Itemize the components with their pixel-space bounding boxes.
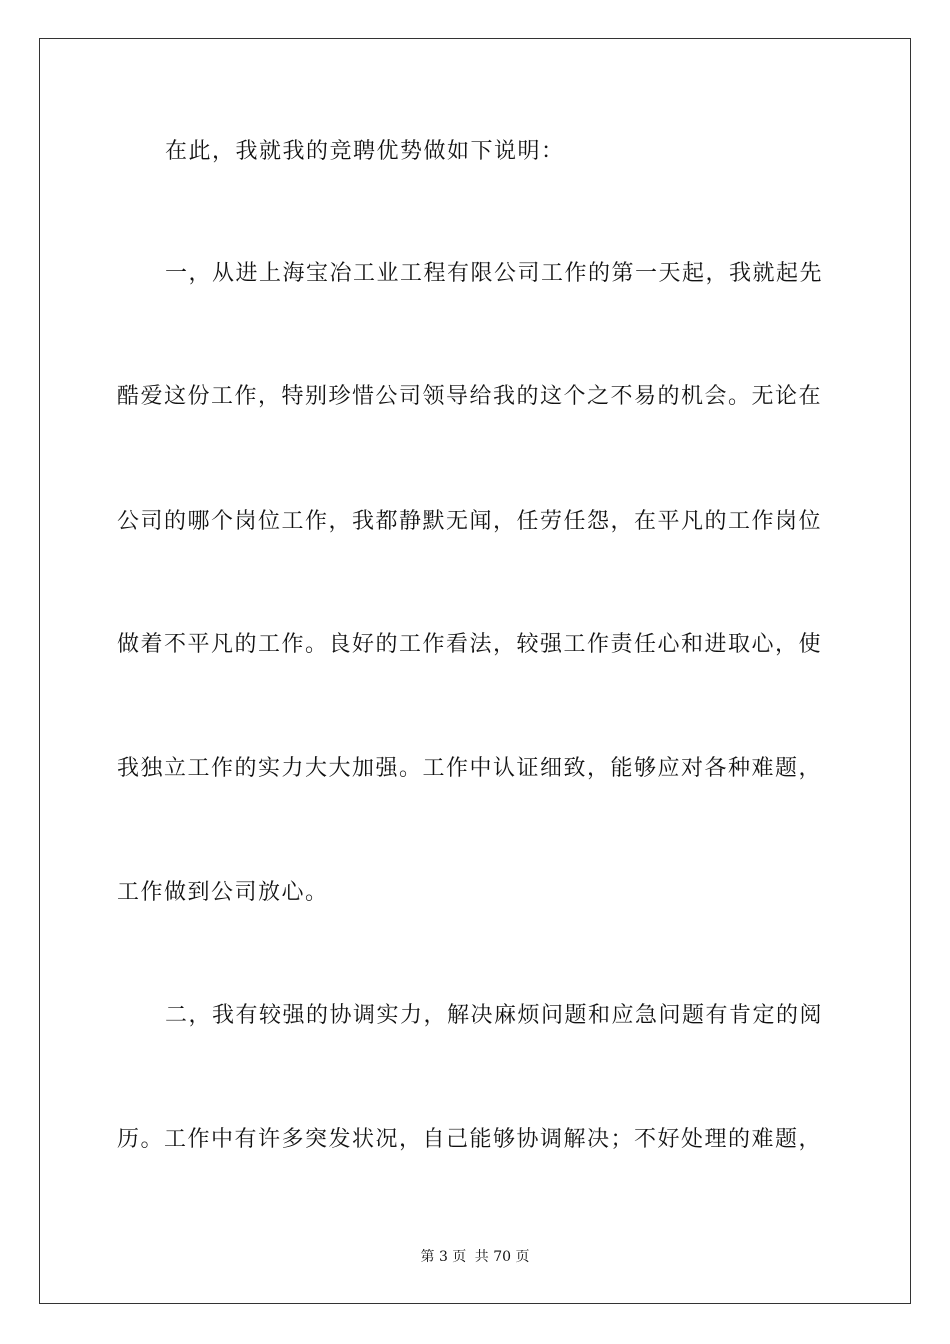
page-border bbox=[39, 38, 911, 1304]
paragraph-intro-line: 在此，我就我的竞聘优势做如下说明： bbox=[165, 139, 565, 164]
paragraph-one-line-6: 工作做到公司放心。 bbox=[117, 880, 329, 905]
page-total: 共 70 页 bbox=[474, 1249, 530, 1265]
paragraph-one-line-5: 我独立工作的实力大大加强。工作中认证细致，能够应对各种难题， bbox=[117, 756, 823, 781]
paragraph-one-line-2: 酷爱这份工作，特别珍惜公司领导给我的这个之不易的机会。无论在 bbox=[117, 384, 823, 409]
page-number: 第 3 页 bbox=[420, 1249, 467, 1265]
paragraph-one-line-1: 一，从进上海宝冶工业工程有限公司工作的第一天起，我就起先 bbox=[165, 261, 824, 286]
page-footer bbox=[0, 1248, 950, 1266]
paragraph-two-line-2: 历。工作中有许多突发状况，自己能够协调解决；不好处理的难题， bbox=[117, 1127, 823, 1152]
paragraph-one-line-4: 做着不平凡的工作。良好的工作看法，较强工作责任心和进取心，使 bbox=[117, 632, 823, 657]
paragraph-two-line-1: 二，我有较强的协调实力，解决麻烦问题和应急问题有肯定的阅 bbox=[165, 1003, 824, 1028]
paragraph-one-line-3: 公司的哪个岗位工作，我都静默无闻，任劳任怨，在平凡的工作岗位 bbox=[117, 509, 823, 534]
